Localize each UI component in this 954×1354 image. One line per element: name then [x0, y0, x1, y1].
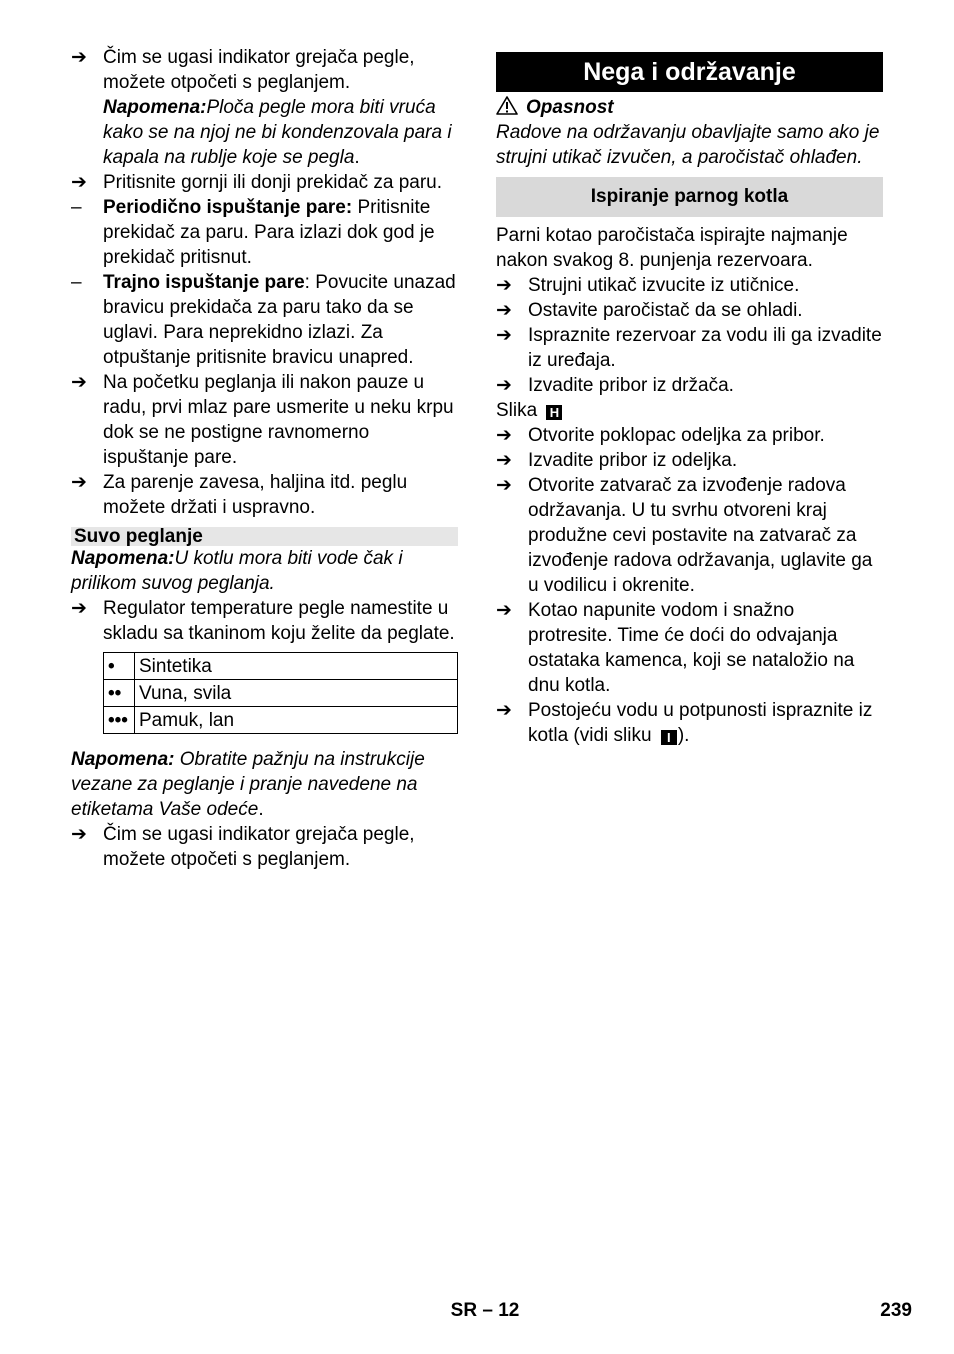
temperature-dots: •• [104, 680, 135, 707]
subheading-dry-ironing: Suvo peglanje [71, 527, 458, 546]
temperature-table [103, 652, 458, 734]
arrow-right-icon: ➔ [71, 46, 87, 68]
figure-h-label: H [546, 405, 562, 420]
warning-triangle-icon [496, 96, 518, 115]
dash-item: – Trajno ispuštanje pare: Povucite unazad bravicu prekidača za paru tako da se uglavi. Para neprekidno izlazi. Za otpuštanje pritisnite bravicu unapred. [71, 272, 456, 368]
intro-text: Parni kotao paročistača ispirajte najmanje nakon svakog 8. punjenja rezervoara. [496, 225, 848, 271]
instruction-step: ➔ Kotao napunite vodom i snažno protresite. Time će doći do odvajanja ostataka kamenca, koji se nataložio na dnu kotla. [496, 599, 855, 696]
right-column [496, 44, 883, 748]
instruction-step: ➔ Na početku peglanja ili nakon pauze u radu, prvi mlaz pare usmerite u neku krpu dok se ne postigne ravnomerno ispuštanje pare. [71, 371, 454, 468]
instruction-step: ➔ Postojeću vodu u potpunosti ispraznite iz kotla (vidi sliku I ). [496, 699, 873, 746]
danger-label-line: Opasnost [496, 95, 883, 120]
section-title: Nega i održavanje [496, 52, 883, 92]
arrow-right-icon: ➔ [71, 471, 87, 493]
table-row [104, 680, 458, 707]
instruction-step: ➔ Strujni utikač izvucite iz utičnice. [496, 274, 800, 296]
arrow-right-icon: ➔ [71, 371, 87, 393]
danger-text: Radove na održavanju obavljajte samo ako je strujni utikač izvučen, a paročistač ohlađen. [496, 122, 880, 168]
footer-section: SR – 12 [450, 1300, 520, 1321]
arrow-right-icon: ➔ [496, 599, 512, 621]
note: Napomena:Ploča pegle mora biti vruća kako se na njoj ne bi kondenzovala para i kapala na rublje koje se pegla. [103, 97, 452, 168]
instruction-step: ➔ Izvadite pribor iz odeljka. [496, 449, 738, 471]
table-row [104, 653, 458, 680]
instruction-step: ➔ Čim se ugasi indikator grejača pegle, možete otpočeti s peglanjem. [71, 46, 415, 93]
arrow-right-icon: ➔ [71, 171, 87, 193]
note: Napomena:U kotlu mora biti vode čak i prilikom suvog peglanja. [71, 548, 403, 594]
fabric-cell: Vuna, svila [135, 680, 458, 707]
instruction-step: ➔ Ostavite paročistač da se ohladi. [496, 299, 803, 321]
fabric-cell: Sintetika [135, 653, 458, 680]
instruction-step: ➔ Izvadite pribor iz držača. [496, 374, 734, 396]
dash-icon: – [71, 197, 82, 218]
instruction-step: ➔ Otvorite zatvarač za izvođenje radova održavanja. U tu svrhu otvoreni kraj produžne cevi postavite na zatvarač za izvođenje radova održavanja, uglavite ga u vodilicu i okrenite. [496, 474, 873, 596]
arrow-right-icon: ➔ [496, 374, 512, 396]
arrow-right-icon: ➔ [71, 597, 87, 619]
note: Napomena: Obratite pažnju na instrukcije vezane za peglanje i pranje navedene na etiketama Vaše odeće. [71, 749, 425, 820]
dash-item: – Periodično ispuštanje pare: Pritisnite prekidač za paru. Para izlazi dok god je prekidač pritisnut. [71, 197, 435, 268]
temperature-dots: ••• [104, 707, 135, 734]
arrow-right-icon: ➔ [496, 474, 512, 496]
arrow-right-icon: ➔ [496, 699, 512, 721]
left-column [71, 45, 458, 872]
temperature-dots: • [104, 653, 135, 680]
subheading-boiler-rinse: Ispiranje parnog kotla [496, 177, 883, 217]
fabric-cell: Pamuk, lan [135, 707, 458, 734]
dash-icon: – [71, 272, 82, 293]
instruction-step: ➔ Ispraznite rezervoar za vodu ili ga izvadite iz uređaja. [496, 324, 882, 371]
instruction-step: ➔ Regulator temperature pegle namestite u skladu sa tkaninom koju želite da peglate. [71, 597, 455, 644]
arrow-right-icon: ➔ [496, 424, 512, 446]
figure-i-label: I [661, 730, 677, 745]
page-number: 239 [880, 1300, 912, 1321]
arrow-right-icon: ➔ [71, 823, 87, 845]
instruction-step: ➔ Pritisnite gornji ili donji prekidač za paru. [71, 171, 442, 193]
arrow-right-icon: ➔ [496, 449, 512, 471]
arrow-right-icon: ➔ [496, 324, 512, 346]
instruction-step: ➔ Za parenje zavesa, haljina itd. peglu možete držati i uspravno. [71, 471, 408, 518]
table-row [104, 707, 458, 734]
instruction-step: ➔ Čim se ugasi indikator grejača pegle, možete otpočeti s peglanjem. [71, 823, 415, 870]
instruction-step: ➔ Otvorite poklopac odeljka za pribor. [496, 424, 825, 446]
arrow-right-icon: ➔ [496, 274, 512, 296]
figure-reference: Slika H [496, 398, 883, 423]
arrow-right-icon: ➔ [496, 299, 512, 321]
